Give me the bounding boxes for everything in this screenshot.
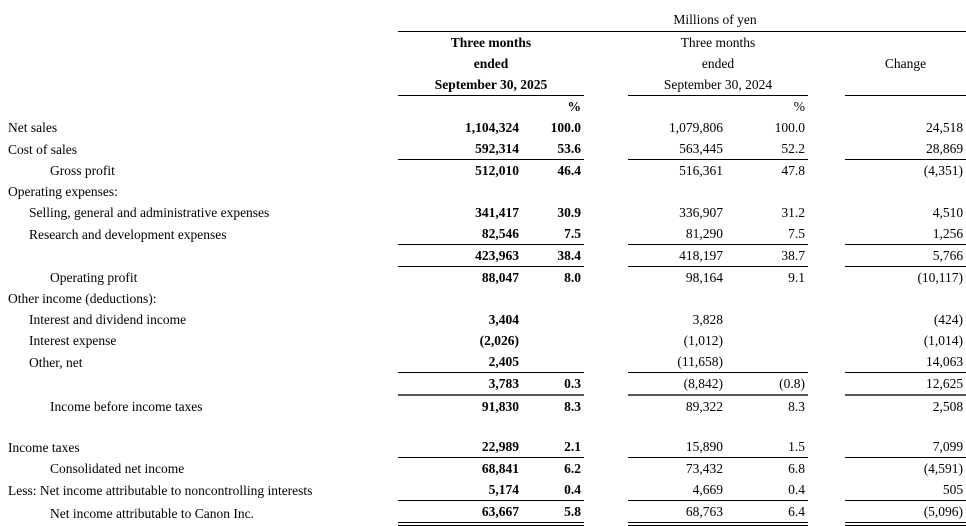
row-label: Other income (deductions): xyxy=(8,291,157,306)
row-label: Income before income taxes xyxy=(50,399,203,414)
change-value: 4,510 xyxy=(932,205,964,220)
row-label: Operating profit xyxy=(50,270,138,285)
value-2025: 68,841 xyxy=(481,461,519,476)
column-gap xyxy=(584,436,628,458)
value-2024: 98,164 xyxy=(685,270,723,285)
value-2024: 516,361 xyxy=(679,163,723,178)
percent-2024 xyxy=(726,417,808,436)
change-value: (10,117) xyxy=(917,270,964,285)
column-gap xyxy=(584,330,628,351)
value-2024: 4,669 xyxy=(628,479,726,501)
spacer-cell xyxy=(584,96,628,118)
change-value: 1,256 xyxy=(845,223,966,245)
value-2025: (2,026) xyxy=(479,333,519,348)
spacer-cell xyxy=(628,96,726,118)
value-2025: 3,404 xyxy=(488,312,519,327)
percent-2025: 8.0 xyxy=(564,270,581,285)
column-gap xyxy=(808,458,845,480)
spacer-cell xyxy=(584,53,628,74)
percent-2025: 38.4 xyxy=(522,245,584,267)
table-row xyxy=(0,223,966,245)
header-row-3 xyxy=(0,74,966,96)
spacer-cell xyxy=(808,32,845,54)
change-value: 12,625 xyxy=(845,373,966,396)
column-gap xyxy=(808,223,845,245)
percent-2024: 9.1 xyxy=(788,270,805,285)
column-gap xyxy=(808,373,845,396)
value-2024: 563,445 xyxy=(628,138,726,160)
change-value xyxy=(845,417,966,436)
change-value: 28,869 xyxy=(845,138,966,160)
table-row xyxy=(0,501,966,525)
table-row xyxy=(0,117,966,138)
percent-2024 xyxy=(726,181,808,202)
percent-2024 xyxy=(726,330,808,351)
spacer-cell xyxy=(398,96,522,118)
value-2024: 73,432 xyxy=(685,461,723,476)
column-gap xyxy=(584,501,628,525)
column-gap xyxy=(584,373,628,396)
value-2024: 1,079,806 xyxy=(669,120,723,135)
percent-2025 xyxy=(522,330,584,351)
change-value: (424) xyxy=(933,312,964,327)
value-2025: 5,174 xyxy=(398,479,522,501)
row-label xyxy=(0,417,398,436)
percent-row xyxy=(0,96,966,118)
percent-2024: 47.8 xyxy=(781,163,805,178)
spacer-cell xyxy=(0,74,398,96)
value-2025: 2,405 xyxy=(398,351,522,373)
row-label: Less: Net income attributable to noncontrolling interests xyxy=(8,482,313,498)
percent-2025: 8.3 xyxy=(564,399,581,414)
value-2024 xyxy=(628,181,726,202)
column-gap xyxy=(584,181,628,202)
spacer-cell xyxy=(0,5,398,32)
value-2025: 88,047 xyxy=(481,270,519,285)
column-gap xyxy=(808,330,845,351)
row-label: Operating expenses: xyxy=(8,184,118,199)
percent-2024: 52.2 xyxy=(726,138,808,160)
column-gap xyxy=(584,223,628,245)
column-gap xyxy=(584,202,628,223)
column-gap xyxy=(584,138,628,160)
spacer-cell xyxy=(845,32,966,54)
row-label: Cost of sales xyxy=(8,141,77,157)
value-2024 xyxy=(628,417,726,436)
column-gap xyxy=(808,351,845,373)
column-gap xyxy=(808,245,845,267)
column-gap xyxy=(584,351,628,373)
table-row xyxy=(0,458,966,480)
percent-2025: 5.8 xyxy=(522,501,584,525)
units-row xyxy=(0,5,966,32)
percent-2025: 46.4 xyxy=(557,163,581,178)
value-2025 xyxy=(398,417,522,436)
percent-2024: 100.0 xyxy=(774,120,805,135)
table-row xyxy=(0,479,966,501)
percent-2025 xyxy=(522,181,584,202)
column-gap xyxy=(808,417,845,436)
percent-2024: 6.4 xyxy=(726,501,808,525)
percent-2025: 6.2 xyxy=(564,461,581,476)
percent-2025: 0.4 xyxy=(522,479,584,501)
col-2025-header-line1: Three months xyxy=(450,35,532,50)
percent-2025: 7.5 xyxy=(522,223,584,245)
row-label: Net income attributable to Canon Inc. xyxy=(50,506,254,521)
change-value: 2,508 xyxy=(932,399,964,414)
table-row xyxy=(0,309,966,330)
row-label: Research and development expenses xyxy=(29,226,227,242)
table-row xyxy=(0,202,966,223)
table-row xyxy=(0,395,966,417)
percent-2025 xyxy=(522,417,584,436)
table-row xyxy=(0,160,966,182)
value-2024: 336,907 xyxy=(679,205,723,220)
table-row xyxy=(0,351,966,373)
percent-2024: 0.4 xyxy=(726,479,808,501)
value-2024: (1,012) xyxy=(683,333,723,348)
spacer-cell xyxy=(0,53,398,74)
column-gap xyxy=(584,479,628,501)
value-2025: 512,010 xyxy=(475,163,519,178)
row-label xyxy=(0,373,398,396)
column-gap xyxy=(808,138,845,160)
value-2025: 423,963 xyxy=(398,245,522,267)
units-label: Millions of yen xyxy=(398,5,966,32)
column-gap xyxy=(584,288,628,309)
table-row xyxy=(0,288,966,309)
percent-symbol-2025: % xyxy=(567,99,581,114)
value-2025: 91,830 xyxy=(481,399,519,414)
percent-2025 xyxy=(522,288,584,309)
row-label: Gross profit xyxy=(50,163,115,178)
col-2024-header-line3: September 30, 2024 xyxy=(628,74,808,96)
value-2025: 63,667 xyxy=(398,501,522,525)
table-row xyxy=(0,267,966,289)
column-gap xyxy=(808,288,845,309)
change-value: 14,063 xyxy=(845,351,966,373)
percent-2025: 2.1 xyxy=(522,436,584,458)
column-gap xyxy=(584,117,628,138)
column-gap xyxy=(808,501,845,525)
column-gap xyxy=(584,245,628,267)
income-statement-table xyxy=(0,5,966,526)
percent-2024 xyxy=(726,351,808,373)
row-label: Interest and dividend income xyxy=(29,312,187,327)
table-row xyxy=(0,245,966,267)
table-row xyxy=(0,181,966,202)
header-row-1 xyxy=(0,32,966,54)
percent-2024: (0.8) xyxy=(726,373,808,396)
value-2024: 81,290 xyxy=(628,223,726,245)
spacer-cell xyxy=(0,96,398,118)
percent-2024: 38.7 xyxy=(726,245,808,267)
percent-2025: 30.9 xyxy=(557,205,581,220)
value-2024: 418,197 xyxy=(628,245,726,267)
percent-2025 xyxy=(522,309,584,330)
percent-2024 xyxy=(726,288,808,309)
column-gap xyxy=(808,267,845,289)
col-2025-header-line3: September 30, 2025 xyxy=(398,74,584,96)
header-row-2 xyxy=(0,53,966,74)
percent-2025: 100.0 xyxy=(550,120,581,135)
spacer-cell xyxy=(0,32,398,54)
percent-2024: 8.3 xyxy=(788,399,805,414)
column-gap xyxy=(584,417,628,436)
spacer-cell xyxy=(808,74,845,96)
row-label: Selling, general and administrative expenses xyxy=(29,205,270,220)
spacer-cell xyxy=(808,53,845,74)
column-gap xyxy=(584,309,628,330)
change-value: (5,096) xyxy=(845,501,966,525)
percent-2025: 53.6 xyxy=(522,138,584,160)
change-value: 24,518 xyxy=(925,120,964,135)
column-gap xyxy=(808,395,845,417)
spacer-cell xyxy=(584,74,628,96)
change-value xyxy=(845,181,966,202)
column-gap xyxy=(808,181,845,202)
value-2025: 341,417 xyxy=(475,205,519,220)
change-value: 505 xyxy=(845,479,966,501)
table-row xyxy=(0,436,966,458)
table-row xyxy=(0,330,966,351)
row-label: Other, net xyxy=(29,354,83,370)
value-2024: 15,890 xyxy=(628,436,726,458)
percent-2025 xyxy=(522,351,584,373)
col-2024-header-line1: Three months xyxy=(680,35,756,50)
change-header-underline xyxy=(845,74,966,96)
row-label xyxy=(0,245,398,267)
table-row xyxy=(0,138,966,160)
percent-2024 xyxy=(726,309,808,330)
change-value: 5,766 xyxy=(845,245,966,267)
table-row xyxy=(0,417,966,436)
value-2025: 592,314 xyxy=(398,138,522,160)
row-label: Interest expense xyxy=(29,333,117,348)
value-2024: 68,763 xyxy=(628,501,726,525)
column-gap xyxy=(808,160,845,182)
column-gap xyxy=(584,160,628,182)
value-2025 xyxy=(398,288,522,309)
value-2024: 3,828 xyxy=(692,312,723,327)
column-gap xyxy=(808,436,845,458)
value-2024: 89,322 xyxy=(685,399,723,414)
column-gap xyxy=(584,267,628,289)
row-label: Consolidated net income xyxy=(50,461,185,476)
row-label: Net sales xyxy=(8,120,58,135)
table-body xyxy=(0,117,966,524)
spacer-cell xyxy=(845,96,966,118)
change-value: (1,014) xyxy=(923,333,964,348)
value-2024 xyxy=(628,288,726,309)
row-label: Income taxes xyxy=(8,439,80,455)
percent-2025: 0.3 xyxy=(522,373,584,396)
table-row xyxy=(0,373,966,396)
col-2025-header-line2: ended xyxy=(473,56,509,71)
spacer-cell xyxy=(584,32,628,54)
value-2025: 1,104,324 xyxy=(465,120,519,135)
spacer-cell xyxy=(808,96,845,118)
change-column-header: Change xyxy=(884,56,927,71)
value-2025: 82,546 xyxy=(398,223,522,245)
percent-2024: 31.2 xyxy=(781,205,805,220)
column-gap xyxy=(808,479,845,501)
percent-2024: 7.5 xyxy=(726,223,808,245)
change-value xyxy=(845,288,966,309)
value-2024: (11,658) xyxy=(628,351,726,373)
column-gap xyxy=(584,458,628,480)
column-gap xyxy=(808,117,845,138)
change-value: 7,099 xyxy=(845,436,966,458)
percent-symbol-2024: % xyxy=(793,99,805,114)
column-gap xyxy=(808,202,845,223)
value-2024: (8,842) xyxy=(628,373,726,396)
change-value: (4,591) xyxy=(923,461,964,476)
value-2025: 22,989 xyxy=(398,436,522,458)
col-2024-header-line2: ended xyxy=(701,56,735,71)
percent-2024: 6.8 xyxy=(788,461,805,476)
value-2025 xyxy=(398,181,522,202)
percent-2024: 1.5 xyxy=(726,436,808,458)
change-value: (4,351) xyxy=(923,163,964,178)
column-gap xyxy=(808,309,845,330)
column-gap xyxy=(584,395,628,417)
value-2025: 3,783 xyxy=(398,373,522,396)
